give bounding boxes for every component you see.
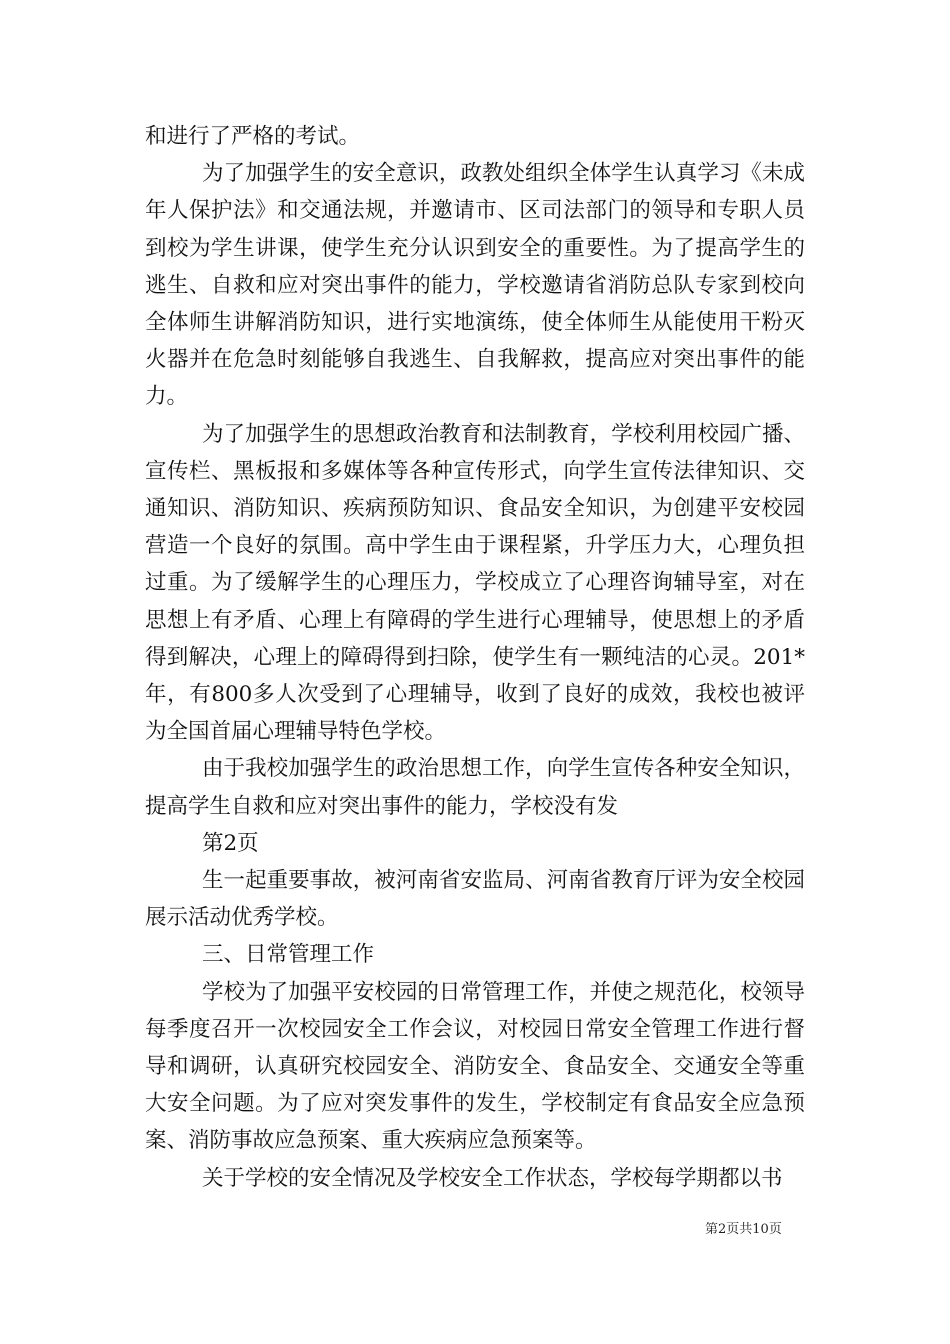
paragraph-7: 学校为了加强平安校园的日常管理工作，并使之规范化，校领导每季度召开一次校园安全工作会议，对校园日常安全管理工作进行督导和调研，认真研究校园安全、消防安全、食品安全、交通安全等重大安全问题。为了应对突发事件的发生，学校制定有食品安全应急预案、消防事故应急预案、重大疾病应急预案等。 [145, 979, 805, 1154]
paragraph-5: 生一起重要事故，被河南省安监局、河南省教育厅评为安全校园展示活动优秀学校。 [145, 868, 805, 931]
paragraph-1: 为了加强学生的安全意识，政教处组织全体学生认真学习《未成年人保护法》和交通法规，并邀请市、区司法部门的领导和专职人员到校为学生讲课，使学生充分认识到安全的重要性。为了提高学生的逃生、自救和应对突出事件的能力，学校邀请省消防总队专家到校向全体师生讲解消防知识，进行实地演练，使全体师生从能使用干粉灭火器并在危急时刻能够自我逃生、自我解救，提高应对突出事件的能力。 [145, 161, 805, 410]
document-body [145, 118, 805, 1197]
page-footer: 第2页共10页 [705, 1222, 782, 1237]
page-marker: 第2页 [202, 830, 259, 856]
paragraph-8: 关于学校的安全情况及学校安全工作状态，学校每学期都以书 [202, 1165, 783, 1191]
paragraph-3: 由于我校加强学生的政治思想工作，向学生宣传各种安全知识，提高学生自救和应对突出事件的能力，学校没有发 [145, 756, 805, 819]
paragraph-0: 和进行了严格的考试。 [145, 124, 361, 149]
section-heading: 三、日常管理工作 [202, 942, 375, 968]
paragraph-2: 为了加强学生的思想政治教育和法制教育，学校利用校园广播、宣传栏、黑板报和多媒体等各种宣传形式，向学生宣传法律知识、交通知识、消防知识、疾病预防知识、食品安全知识，为创建平安校园营造一个良好的氛围。高中学生由于课程紧，升学压力大，心理负担过重。为了缓解学生的心理压力，学校成立了心理咨询辅导室，对在思想上有矛盾、心理上有障碍的学生进行心理辅导，使思想上的矛盾得到解决，心理上的障碍得到扫除，使学生有一颗纯洁的心灵。201*年，有800多人次受到了心理辅导，收到了良好的成效，我校也被评为全国首届心理辅导特色学校。 [145, 421, 805, 745]
